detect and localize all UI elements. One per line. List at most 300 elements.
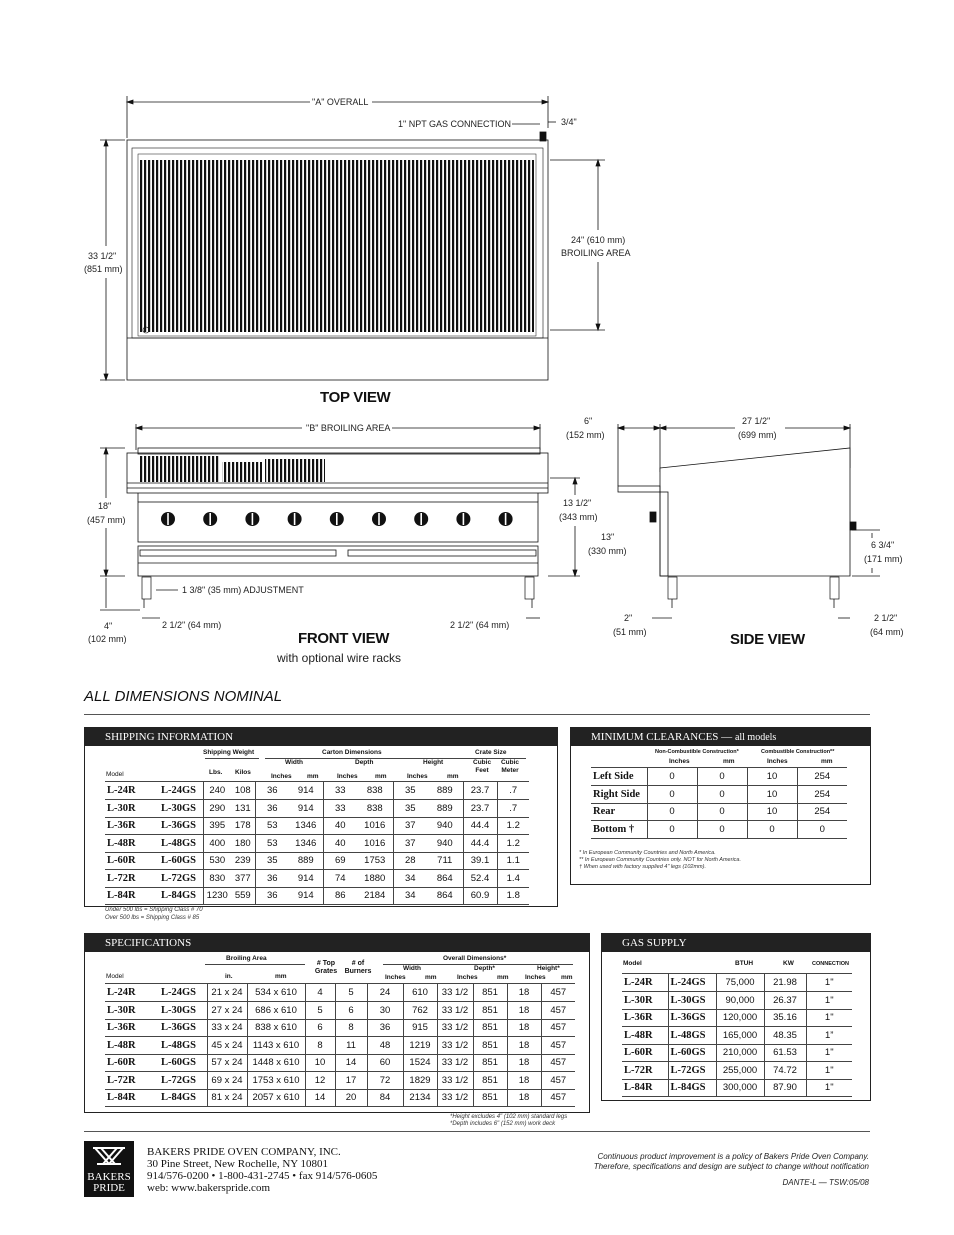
spec-cell: 457	[541, 1054, 575, 1072]
spec-cell: 36	[367, 1019, 403, 1037]
h-inches-h: Inches	[525, 974, 546, 981]
shipping-cell: 1346	[289, 835, 323, 853]
shipping-cell: L-72GS	[159, 870, 203, 888]
company-address: 30 Pine Street, New Rochelle, NY 10801	[147, 1158, 329, 1170]
front-view-title: FRONT VIEW	[298, 630, 390, 647]
shipping-cell: L-24GS	[159, 782, 203, 800]
crown-icon	[89, 1145, 129, 1167]
clearance-note-2: ** In European Community Countries only. NOT for North America.	[579, 857, 742, 863]
shipping-cell: 2184	[357, 887, 393, 905]
clearance-row	[591, 768, 847, 786]
spec-cell: 18	[507, 1089, 541, 1107]
shipping-cell: 44.4	[463, 817, 497, 835]
gas-cell: 1"	[806, 1079, 852, 1097]
shipping-cell: 838	[357, 800, 393, 818]
gas-cell: L-30R	[622, 992, 668, 1010]
bakers-pride-logo	[84, 1141, 134, 1197]
gas-cell: 1"	[806, 1062, 852, 1080]
side-front-in: 6"	[584, 416, 593, 426]
shipping-cell: 711	[427, 852, 463, 870]
spec-cell: 69 x 24	[207, 1072, 247, 1090]
spec-note-1: *Height excludes 4" (102 mm) standard legs	[450, 1114, 568, 1120]
clearance-cell: Right Side	[591, 786, 647, 804]
gas-cell: 87.90	[764, 1079, 806, 1097]
shipping-cell: 37	[393, 835, 427, 853]
shipping-cell: 35	[255, 852, 289, 870]
gas-cell: 165,000	[716, 1027, 764, 1045]
gas-cell: L-48R	[622, 1027, 668, 1045]
shipping-cell: 69	[323, 852, 357, 870]
clearance-row	[591, 821, 847, 839]
clearance-cell: 0	[647, 803, 697, 821]
spec-cell: 2057 x 610	[247, 1089, 305, 1107]
spec-cell: 2134	[403, 1089, 437, 1107]
spec-cell: 33 1/2	[437, 1002, 473, 1020]
h-mm-w: mm	[307, 773, 319, 780]
shipping-cell: 1880	[357, 870, 393, 888]
shipping-cell: L-60GS	[159, 852, 203, 870]
shipping-cell: 34	[393, 870, 427, 888]
h-weight: Shipping Weight	[203, 749, 255, 756]
shipping-cell: 1016	[357, 817, 393, 835]
spec-row	[105, 984, 575, 1002]
gas-cell: L-84GS	[668, 1079, 716, 1097]
shipping-cell: 37	[393, 817, 427, 835]
h-btuh: BTUH	[735, 960, 754, 967]
h-mm-d: mm	[497, 974, 509, 981]
h-model: Model	[106, 973, 124, 980]
spec-cell: 11	[335, 1037, 367, 1055]
top-broil-in: 24" (610 mm)	[571, 235, 626, 245]
spec-cell: 457	[541, 1037, 575, 1055]
spec-cell: 18	[507, 1002, 541, 1020]
gas-cell: L-36GS	[668, 1009, 716, 1027]
spec-cell: 12	[305, 1072, 335, 1090]
spec-cell: 33 1/2	[437, 1089, 473, 1107]
clearance-cell: 254	[797, 768, 847, 786]
clearance-note-3: † When used with factory supplied 4" legs (102mm).	[579, 864, 706, 870]
gas-cell: 21.98	[764, 974, 806, 992]
shipping-cell: L-36GS	[159, 817, 203, 835]
shipping-table	[84, 727, 558, 907]
gas-cell: L-24R	[622, 974, 668, 992]
shipping-cell: 86	[323, 887, 357, 905]
shipping-cell: 53	[255, 817, 289, 835]
gas-cell: 1"	[806, 992, 852, 1010]
gas-cell: 75,000	[716, 974, 764, 992]
gas-row	[622, 992, 852, 1010]
spec-cell: L-84R	[105, 1089, 159, 1107]
gas-cell: 90,000	[716, 992, 764, 1010]
side-view-body	[660, 448, 850, 576]
shipping-title: SHIPPING INFORMATION	[85, 728, 557, 746]
front-h1-in: 13 1/2"	[563, 498, 592, 508]
shipping-cell: 1.8	[497, 887, 529, 905]
shipping-cell: .7	[497, 800, 529, 818]
shipping-cell: 864	[427, 870, 463, 888]
gas-row	[622, 1062, 852, 1080]
shipping-cell: 108	[231, 782, 255, 800]
h-depth: Depth	[355, 759, 374, 766]
side-view-title: SIDE VIEW	[730, 631, 805, 648]
shipping-note-1: Under 500 lbs = Shipping Class # 70	[105, 907, 203, 913]
clearance-cell: 0	[697, 803, 747, 821]
spec-cell: L-48R	[105, 1037, 159, 1055]
shipping-cell: 377	[231, 870, 255, 888]
shipping-cell: 914	[289, 782, 323, 800]
clearance-cell: 0	[647, 768, 697, 786]
side-depth-in: 27 1/2"	[742, 416, 771, 426]
policy-line-2: Therefore, specifications and design are subject to change without notification	[593, 1162, 869, 1171]
shipping-rows	[105, 782, 529, 905]
shipping-cell: 1.1	[497, 852, 529, 870]
h-kilos: Kilos	[235, 769, 251, 776]
clearance-cell: 10	[747, 768, 797, 786]
clearance-cell: 254	[797, 786, 847, 804]
shipping-cell: 559	[231, 887, 255, 905]
shipping-cell: 889	[289, 852, 323, 870]
shipping-row	[105, 835, 529, 853]
h-kw: KW	[783, 960, 794, 967]
spec-cell: 1219	[403, 1037, 437, 1055]
h-carton: Carton Dimensions	[322, 749, 382, 756]
spec-cell: 72	[367, 1072, 403, 1090]
clearance-note-1: * In European Community Countries and North America.	[579, 850, 716, 856]
clearance-cell: Left Side	[591, 768, 647, 786]
clearance-cell: 0	[647, 786, 697, 804]
shipping-cell: 60.9	[463, 887, 497, 905]
h-cubic-meter: Cubic Meter	[500, 759, 520, 774]
shipping-cell: 131	[231, 800, 255, 818]
h-c-mm: mm	[821, 758, 833, 765]
shipping-cell: 889	[427, 782, 463, 800]
spec-cell: 534 x 610	[247, 984, 305, 1002]
spec-cell: 10	[305, 1054, 335, 1072]
top-view-title: TOP VIEW	[320, 389, 391, 406]
h-crate: Crate Size	[475, 749, 507, 756]
spec-cell: 1524	[403, 1054, 437, 1072]
spec-cell: 27 x 24	[207, 1002, 247, 1020]
side-front-leg	[668, 577, 677, 599]
clearance-cell: 10	[747, 786, 797, 804]
h-conn: CONNECTION	[812, 961, 849, 967]
shipping-cell: 914	[289, 800, 323, 818]
h-mm-d: mm	[375, 773, 387, 780]
front-height-mm: (457 mm)	[87, 515, 126, 525]
shipping-cell: 34	[393, 887, 427, 905]
spec-cell: 18	[507, 1054, 541, 1072]
side-gas-fitting	[850, 522, 856, 530]
h-nc-mm: mm	[723, 758, 735, 765]
shipping-cell: L-36R	[105, 817, 159, 835]
spec-row	[105, 1002, 575, 1020]
spec-cell: 20	[335, 1089, 367, 1107]
gas-rows	[622, 974, 852, 1097]
shipping-cell: 33	[323, 800, 357, 818]
shipping-cell: .7	[497, 782, 529, 800]
spec-cell: L-72R	[105, 1072, 159, 1090]
shipping-cell: 940	[427, 817, 463, 835]
shipping-cell: L-48GS	[159, 835, 203, 853]
front-h1-mm: (343 mm)	[559, 512, 598, 522]
h-mm-w: mm	[425, 974, 437, 981]
shipping-cell: 35	[393, 800, 427, 818]
h-height: Height*	[537, 965, 560, 972]
spec-cell: L-36R	[105, 1019, 159, 1037]
gas-cell: 1”	[806, 1027, 852, 1045]
h-broil: Broiling Area	[226, 955, 267, 962]
shipping-cell: L-30GS	[159, 800, 203, 818]
gas-cell: L-36R	[622, 1009, 668, 1027]
shipping-cell: L-84R	[105, 887, 159, 905]
spec-cell: L-60GS	[159, 1054, 207, 1072]
logo-line-2: PRIDE	[93, 1182, 125, 1194]
shipping-cell: L-30R	[105, 800, 159, 818]
spec-cell: L-30GS	[159, 1002, 207, 1020]
clearance-cell: Bottom †	[591, 821, 647, 839]
front-leg-mm: (102 mm)	[88, 634, 127, 644]
side-view-deck	[618, 486, 660, 492]
spec-cell: 33 1/2	[437, 1054, 473, 1072]
spec-cell: 457	[541, 984, 575, 1002]
gas-cell: 1"	[806, 1009, 852, 1027]
shipping-cell: L-48R	[105, 835, 159, 853]
spec-cell: 686 x 610	[247, 1002, 305, 1020]
h-nc-inches: Inches	[669, 758, 690, 765]
h-inches-d: Inches	[457, 974, 478, 981]
shipping-cell: 44.4	[463, 835, 497, 853]
shipping-cell: 40	[323, 835, 357, 853]
h-depth: Depth*	[474, 965, 495, 972]
clearance-rows	[591, 768, 847, 839]
spec-cell: 30	[367, 1002, 403, 1020]
spec-cell: 1143 x 610	[247, 1037, 305, 1055]
shipping-cell: 36	[255, 800, 289, 818]
spec-cell: 851	[473, 1089, 507, 1107]
shipping-cell: 1230	[203, 887, 231, 905]
spec-cell: 457	[541, 1072, 575, 1090]
spec-row	[105, 1054, 575, 1072]
h-in: in.	[225, 973, 233, 980]
gas-cell: 120,000	[716, 1009, 764, 1027]
clearance-cell: 254	[797, 803, 847, 821]
spec-cell: 33 x 24	[207, 1019, 247, 1037]
spec-cell: 4	[305, 984, 335, 1002]
spec-cell: L-24R	[105, 984, 159, 1002]
gas-cell: 35.16	[764, 1009, 806, 1027]
shipping-row	[105, 782, 529, 800]
side-rear-leg	[830, 577, 839, 599]
h-comb: Combustible Construction**	[761, 749, 835, 755]
h-mm-h: mm	[561, 974, 573, 981]
gas-cell: L-48GS	[668, 1027, 716, 1045]
shipping-cell: 53	[255, 835, 289, 853]
shipping-cell: 74	[323, 870, 357, 888]
gas-row	[622, 1044, 852, 1062]
h-model: Model	[106, 771, 124, 778]
h-inches-d: Inches	[337, 773, 358, 780]
shipping-cell: 1.4	[497, 870, 529, 888]
gas-connection-fitting	[540, 132, 546, 141]
clearance-cell: 0	[697, 786, 747, 804]
gas-cell: 26.37	[764, 992, 806, 1010]
shipping-cell: 33	[323, 782, 357, 800]
clearances-title-small: all models	[734, 732, 777, 743]
side-leg-rear-in: 2 1/2"	[874, 613, 898, 623]
spec-cell: 851	[473, 1002, 507, 1020]
dimensions-nominal-heading: ALL DIMENSIONS NOMINAL	[84, 688, 283, 705]
spec-row	[105, 1019, 575, 1037]
shipping-cell: 28	[393, 852, 427, 870]
spec-cell: 18	[507, 1037, 541, 1055]
clearances-title: MINIMUM CLEARANCES —	[591, 731, 733, 743]
shipping-cell: 830	[203, 870, 231, 888]
shipping-cell: 52.4	[463, 870, 497, 888]
clearances-title-bar	[571, 728, 870, 746]
shipping-cell: 864	[427, 887, 463, 905]
side-depth-mm: (699 mm)	[738, 430, 777, 440]
specifications-title: SPECIFICATIONS	[85, 934, 589, 952]
h-overall: Overall Dimensions*	[443, 955, 507, 962]
front-right-leg	[525, 577, 534, 599]
h-inches-w: Inches	[271, 773, 292, 780]
h-inches-h: Inches	[407, 773, 428, 780]
spec-cell: 18	[507, 984, 541, 1002]
front-leg-in: 4"	[104, 621, 113, 631]
gas-supply-table	[601, 933, 871, 1101]
spec-cell: 838 x 610	[247, 1019, 305, 1037]
side-leg-front-mm: (51 mm)	[613, 627, 647, 637]
clearances-table	[570, 727, 871, 885]
gas-row	[622, 974, 852, 992]
spec-cell: 8	[305, 1037, 335, 1055]
clearance-cell: 10	[747, 803, 797, 821]
front-broil-label: "B" BROILING AREA	[306, 423, 391, 433]
gas-cell: L-60GS	[668, 1044, 716, 1062]
gas-cell: L-72GS	[668, 1062, 716, 1080]
shipping-cell: 1.2	[497, 835, 529, 853]
top-view-grates	[140, 160, 534, 332]
control-knobs	[161, 512, 513, 526]
gas-row	[622, 1009, 852, 1027]
top-depth-mm: (851 mm)	[84, 264, 123, 274]
front-h2-mm: (330 mm)	[588, 546, 627, 556]
shipping-cell: 35	[393, 782, 427, 800]
spec-cell: 851	[473, 984, 507, 1002]
spec-cell: 1448 x 610	[247, 1054, 305, 1072]
clearance-cell: 0	[697, 768, 747, 786]
shipping-cell: 290	[203, 800, 231, 818]
side-gas-in: 6 3/4"	[871, 540, 895, 550]
spec-cell: L-84GS	[159, 1089, 207, 1107]
shipping-cell: 1016	[357, 835, 393, 853]
shipping-cell: 1753	[357, 852, 393, 870]
spec-cell: 14	[305, 1089, 335, 1107]
spec-cell: L-30R	[105, 1002, 159, 1020]
front-height-in: 18"	[98, 501, 112, 511]
company-web[interactable]: web: www.bakerspride.com	[147, 1182, 270, 1194]
spec-cell: 18	[507, 1019, 541, 1037]
spec-rows	[105, 984, 575, 1107]
front-adjust-label: 1 3/8" (35 mm) ADJUSTMENT	[182, 585, 304, 595]
specifications-table	[84, 933, 590, 1113]
shipping-cell: 23.7	[463, 800, 497, 818]
h-model: Model	[623, 960, 642, 967]
top-broil-label: BROILING AREA	[561, 248, 631, 258]
shipping-cell: L-72R	[105, 870, 159, 888]
spec-cell: 6	[305, 1019, 335, 1037]
spec-cell: 57 x 24	[207, 1054, 247, 1072]
front-view-drip-tray	[138, 546, 538, 576]
shipping-cell: 400	[203, 835, 231, 853]
front-left-leg	[142, 577, 151, 599]
front-left-offset: 2 1/2" (64 mm)	[162, 620, 222, 630]
h-burners: # of Burners	[344, 960, 372, 975]
shipping-cell: 889	[427, 800, 463, 818]
spec-cell: 457	[541, 1019, 575, 1037]
clearance-cell: 0	[697, 821, 747, 839]
front-right-offset: 2 1/2" (64 mm)	[450, 620, 510, 630]
spec-cell: 33 1/2	[437, 1019, 473, 1037]
spec-cell: L-24GS	[159, 984, 207, 1002]
shipping-row	[105, 870, 529, 888]
shipping-cell: 940	[427, 835, 463, 853]
spec-cell: L-72GS	[159, 1072, 207, 1090]
h-noncomb: Non-Combustible Construction*	[655, 749, 739, 755]
gas-cell: 300,000	[716, 1079, 764, 1097]
spec-cell: 33 1/2	[437, 984, 473, 1002]
spec-cell: 610	[403, 984, 437, 1002]
h-cubic-feet: Cubic Feet	[473, 759, 492, 774]
spec-cell: 14	[335, 1054, 367, 1072]
h-lbs: Lbs.	[209, 769, 223, 776]
spec-cell: 457	[541, 1089, 575, 1107]
company-name: BAKERS PRIDE OVEN COMPANY, INC.	[147, 1146, 341, 1158]
spec-cell: 21 x 24	[207, 984, 247, 1002]
top-gas-label: 1" NPT GAS CONNECTION	[398, 119, 512, 129]
spec-cell: 45 x 24	[207, 1037, 247, 1055]
clearance-cell: 0	[797, 821, 847, 839]
spec-cell: 851	[473, 1072, 507, 1090]
top-gas-size: 3/4"	[561, 117, 577, 127]
shipping-cell: 36	[255, 887, 289, 905]
clearance-row	[591, 803, 847, 821]
spec-row	[105, 1072, 575, 1090]
spec-cell: 17	[335, 1072, 367, 1090]
shipping-cell: 838	[357, 782, 393, 800]
spec-cell: 84	[367, 1089, 403, 1107]
h-width: Width	[403, 965, 421, 972]
shipping-cell: 239	[231, 852, 255, 870]
gas-cell: L-60R	[622, 1044, 668, 1062]
shipping-cell: 178	[231, 817, 255, 835]
divider	[84, 714, 870, 715]
spec-cell: 915	[403, 1019, 437, 1037]
gas-row	[622, 1027, 852, 1045]
shipping-cell: 36	[255, 870, 289, 888]
shipping-cell: 914	[289, 870, 323, 888]
spec-cell: 5	[335, 984, 367, 1002]
front-h2-in: 13"	[601, 532, 615, 542]
side-leg-front-in: 2"	[624, 613, 633, 623]
spec-cell: 24	[367, 984, 403, 1002]
shipping-row	[105, 887, 529, 905]
shipping-cell: 395	[203, 817, 231, 835]
top-overall-label: "A" OVERALL	[312, 97, 369, 107]
shipping-cell: L-24R	[105, 782, 159, 800]
h-c-inches: Inches	[767, 758, 788, 765]
spec-cell: 81 x 24	[207, 1089, 247, 1107]
